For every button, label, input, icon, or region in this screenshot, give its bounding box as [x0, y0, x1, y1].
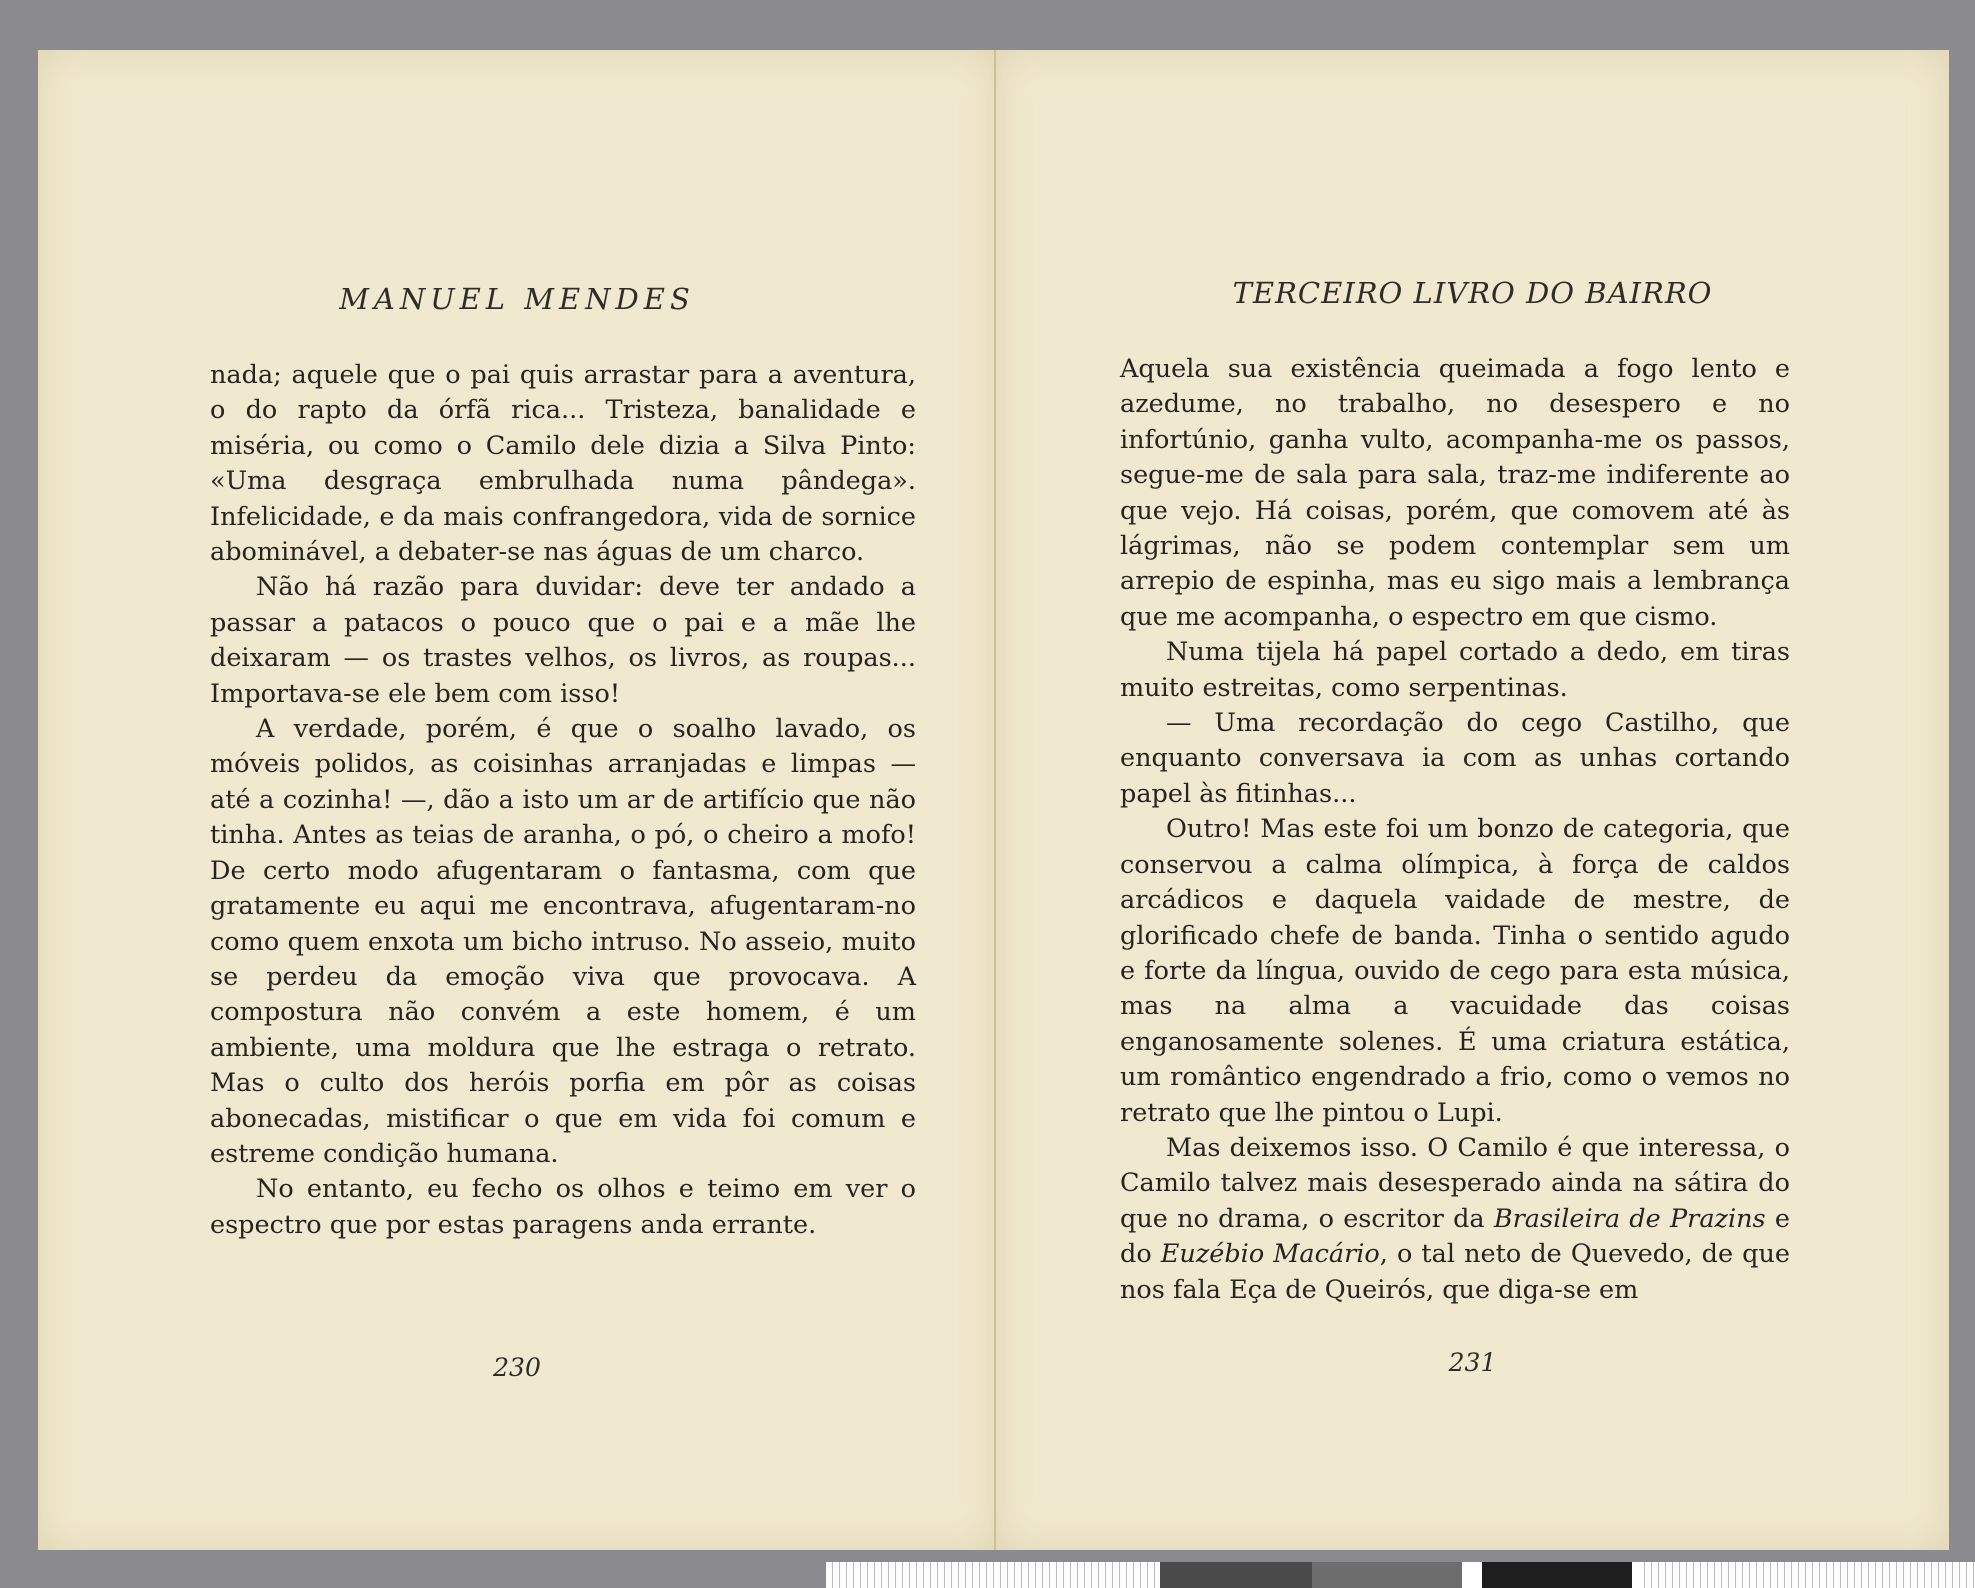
paragraph: Numa tijela há papel cortado a dedo, em tiras muito estreitas, como serpentinas. — [1120, 637, 1790, 703]
left-page — [38, 50, 996, 1550]
paragraph-text: , o tal neto de Quevedo, de que nos fala Eça de Queirós, que diga-se em — [1120, 1239, 1791, 1305]
right-running-head: TERCEIRO LIVRO DO BAIRRO — [1232, 276, 1713, 310]
paragraph — [1120, 1131, 1790, 1308]
paragraph: nada; aquele que o pai quis arrastar para a aventura, o do rapto da órfã rica... Tristeza, banalidade e miséria, ou como o Camilo dele dizia a Silva Pinto: «Uma desgraça embrulhada numa pândega». Infelicidade, e da mais confrangedora, vida de sornice abominável, a debater-se nas águas de um charco. — [210, 360, 916, 568]
color-calibration-ruler — [826, 1562, 1975, 1588]
paragraph: No entanto, eu fecho os olhos e teimo em ver o espectro que por estas paragens anda errante. — [210, 1174, 916, 1240]
left-page-text — [210, 358, 916, 1243]
paragraph: Outro! Mas este foi um bonzo de categoria, que conservou a calma olímpica, à força de caldos arcádicos e daquela vaidade de mestre, de glorificado chefe de banda. Tinha o sentido agudo e forte da língua, ouvido de cego para esta música, mas na alma a vacuidade das coisas enganosamente solenes. É uma criatura estática, um romântico engendrado a frio, como o vemos no retrato que lhe pintou o Lupi. — [1120, 814, 1790, 1128]
paragraph: A verdade, porém, é que o soalho lavado, os móveis polidos, as coisinhas arranjadas e limpas — até a cozinha! —, dão a isto um ar de artifício que não tinha. Antes as teias de aranha, o pó, o cheiro a mofo! De certo modo afugentaram o fantasma, com que gratamente eu aqui me encontrava, afugentaram-no como quem enxota um bicho intruso. No asseio, muito se perdeu da emoção viva que provocava. A compostura não convém a este homem, é um ambiente, uma moldura que lhe estraga o retrato. Mas o culto dos heróis porfia em pôr as coisas abonecadas, mistificar o que em vida foi comum e estreme condição humana. — [210, 714, 916, 1169]
book-title: Euzébio Macário — [1160, 1239, 1380, 1270]
left-page-number: 230 — [493, 1353, 541, 1382]
paragraph-text: Mas deixemos isso. O Camilo é que interessa, o Camilo talvez mais desesperado ainda na sátira do que no drama, o escritor da — [1120, 1132, 1790, 1234]
book-title: Brasileira de Prazins — [1493, 1203, 1766, 1234]
left-running-head: MANUEL MENDES — [339, 282, 695, 316]
paragraph: Aquela sua existência queimada a fogo lento e azedume, no trabalho, no desespero e no infortúnio, ganha vulto, acompanha-me os passos, segue-me de sala para sala, traz-me indiferente ao que vejo. Há coisas, porém, que comovem até às lágrimas, não se podem contemplar sem um arrepio de espinha, mas eu sigo mais a lembrança que me acompanha, o espectro em que cismo. — [1120, 354, 1790, 632]
right-page-number: 231 — [1448, 1348, 1497, 1377]
right-page — [994, 50, 1949, 1550]
paragraph: — Uma recordação do cego Castilho, que enquanto conversava ia com as unhas cortando papel às fitinhas... — [1120, 708, 1790, 809]
right-page-text — [1120, 352, 1790, 1308]
paragraph: Não há razão para duvidar: deve ter andado a passar a patacos o pouco que o pai e a mãe lhe deixaram — os trastes velhos, os livros, as roupas... Importava-se ele bem com isso! — [210, 572, 916, 709]
paragraph-text: e do — [1120, 1203, 1790, 1270]
